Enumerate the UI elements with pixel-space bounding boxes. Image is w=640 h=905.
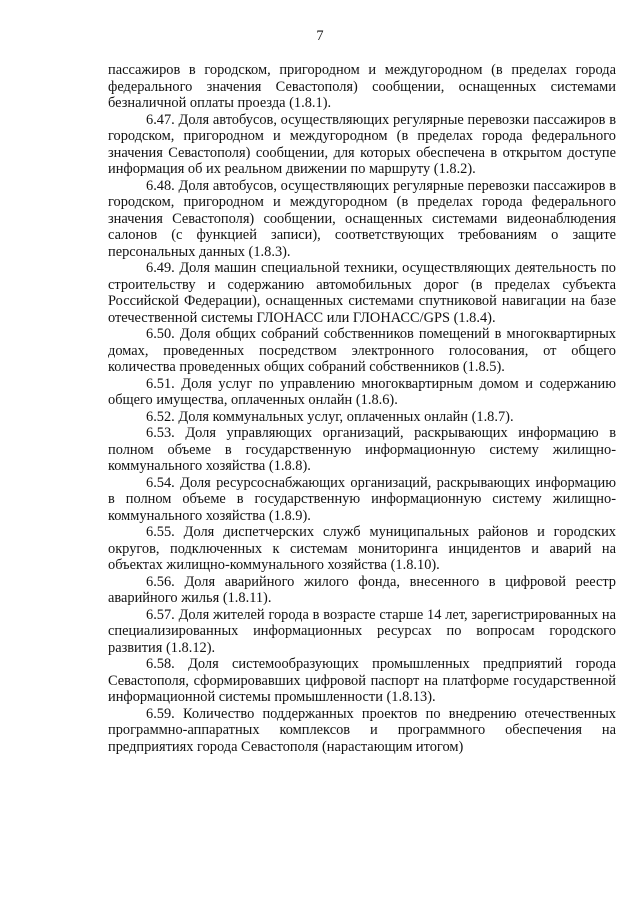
page-number: 7 — [316, 28, 324, 44]
paragraph: 6.58. Доля системообразующих промышленных предприятий города Севастополя, сформировавших цифровой паспорт на платформе государственной информационной системы промышленности (1.8.13). — [108, 656, 616, 705]
paragraph: 6.55. Доля диспетчерских служб муниципальных районов и городских округов, подключенных к системам мониторинга инцидентов и аварий на объектах жилищно-коммунального хозяйства (1.8.10). — [108, 524, 616, 573]
paragraph: 6.59. Количество поддержанных проектов по внедрению отечественных программно-аппаратных комплексов и программного обеспечения на предприятиях города Севастополя (нарастающим итогом) — [108, 705, 616, 755]
document-body — [108, 62, 616, 755]
paragraph: 6.51. Доля услуг по управлению многоквартирным домом и содержанию общего имущества, оплаченных онлайн (1.8.6). — [108, 375, 616, 408]
paragraph: пассажиров в городском, пригородном и междугородном (в пределах города федерального значения Севастополя) сообщении, оснащенных системами безналичной оплаты проезда (1.8.1). — [108, 62, 616, 111]
paragraph: 6.52. Доля коммунальных услуг, оплаченных онлайн (1.8.7). — [146, 408, 514, 425]
paragraph: 6.50. Доля общих собраний собственников помещений в многоквартирных домах, проведенных посредством электронного голосования, от общего количества проведенных общих собраний собственников (1.8.5). — [108, 326, 616, 375]
paragraph: 6.54. Доля ресурсоснабжающих организаций, раскрывающих информацию в полном объеме в государственную информационную систему жилищно-коммунального хозяйства (1.8.9). — [108, 474, 616, 524]
paragraph: 6.48. Доля автобусов, осуществляющих регулярные перевозки пассажиров в городском, пригородном и междугородном (в пределах города федерального значения Севастополя) сообщении, оснащенных системами видеонаблюдения салонов (с функцией записи), соответствующих требованиям о защите персональных данных (1.8.3). — [108, 177, 616, 260]
paragraph: 6.57. Доля жителей города в возрасте старше 14 лет, зарегистрированных на специализированных информационных ресурсах по вопросам городского развития (1.8.12). — [108, 606, 616, 656]
paragraph: 6.56. Доля аварийного жилого фонда, внесенного в цифровой реестр аварийного жилья (1.8.11). — [108, 573, 616, 606]
paragraph: 6.49. Доля машин специальной техники, осуществляющих деятельность по строительству и содержанию автомобильных дорог (в пределах субъекта Российской Федерации), оснащенных системами спутниковой навигации на базе отечественной системы ГЛОНАСС или ГЛОНАСС/GPS (1.8.4). — [108, 260, 616, 326]
paragraph: 6.53. Доля управляющих организаций, раскрывающих информацию в полном объеме в государственную информационную систему жилищно-коммунального хозяйства (1.8.8). — [108, 425, 616, 474]
paragraph: 6.47. Доля автобусов, осуществляющих регулярные перевозки пассажиров в городском, пригородном и междугородном (в пределах города федерального значения Севастополя) сообщении, для которых обеспечена в открытом доступе информация об их реальном движении по маршруту (1.8.2). — [108, 111, 616, 177]
